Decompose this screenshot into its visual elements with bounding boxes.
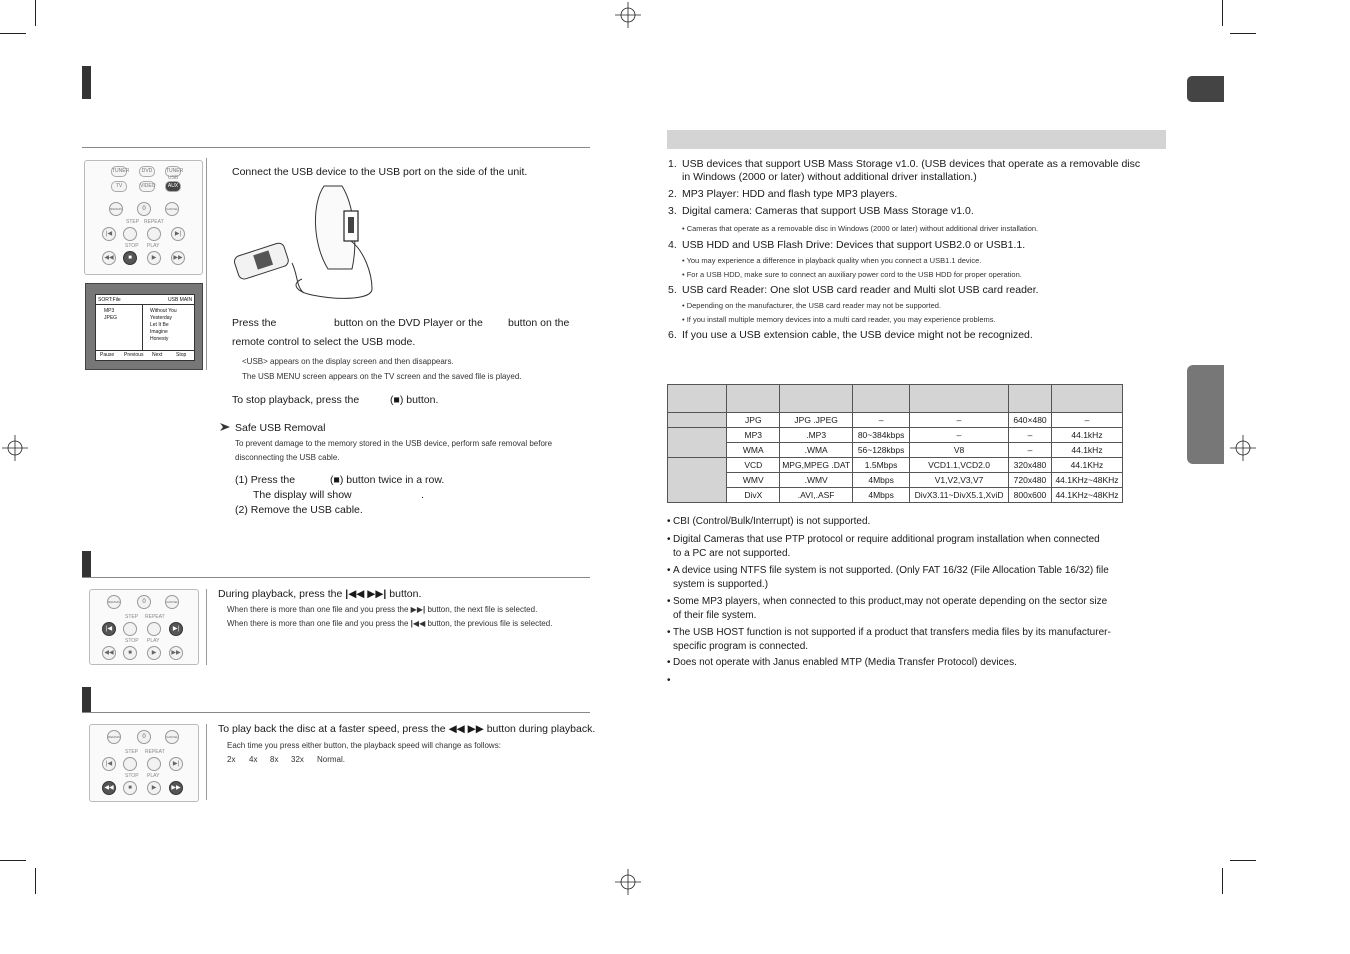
- rewind-icon: ◀◀: [102, 251, 116, 265]
- folder-item: JPEG: [104, 315, 118, 321]
- table-cell: 1.5Mbps: [853, 458, 910, 473]
- table-cell: 640×480: [1009, 413, 1052, 428]
- crop-mark: [1222, 0, 1223, 26]
- compat-subnote: • Depending on the manufacturer, the USB card reader may not be supported.: [682, 301, 942, 310]
- step-icon: [123, 757, 137, 771]
- table-cell: –: [1009, 428, 1052, 443]
- compat-subnote: • You may experience a difference in playback quality when you connect a USB1.1 device.: [682, 256, 982, 265]
- stop-label: STOP: [125, 638, 139, 644]
- table-cell: –: [910, 428, 1009, 443]
- column-gutter: [206, 589, 207, 665]
- note-item: CBI (Control/Bulk/Interrupt) is not supported.: [673, 516, 871, 527]
- registration-mark-icon: [615, 2, 641, 28]
- repeat-label: REPEAT: [144, 219, 164, 225]
- file-item: Honesty: [150, 336, 169, 342]
- speed-2x: 2x: [227, 755, 236, 764]
- fast-text-a: To play back the disc at a faster speed, press the: [218, 723, 446, 735]
- stop-instruction: [232, 393, 439, 408]
- compat-num-3: 3.: [668, 205, 677, 217]
- bullet-icon: •: [667, 534, 671, 545]
- note-item-cont: of their file system.: [673, 610, 757, 621]
- usb-label: USB: [168, 175, 179, 181]
- repeat-icon: [147, 622, 161, 636]
- table-row: [668, 458, 1123, 473]
- repeat-label: REPEAT: [145, 749, 165, 755]
- note-item: Some MP3 players, when connected to this product,may not operate depending on the sector size: [673, 596, 1108, 607]
- stop-text-a: To stop playback, press the: [232, 394, 360, 406]
- compat-num-2: 2.: [668, 188, 677, 200]
- stop-icon: ■: [123, 781, 137, 795]
- bullet-icon: •: [667, 565, 671, 576]
- press-instruction-line1: [232, 316, 570, 331]
- crop-mark: [35, 0, 36, 26]
- table-header-cell: [668, 385, 727, 413]
- table-cell: .WMV: [780, 473, 853, 488]
- tuner-button: TUNER: [111, 166, 127, 177]
- compat-num-1: 1.: [668, 158, 677, 170]
- table-header-cell: [727, 385, 780, 413]
- table-header-cell: [1051, 385, 1122, 413]
- column-gutter: [206, 158, 207, 370]
- table-header-cell: [1009, 385, 1052, 413]
- crop-mark: [1230, 860, 1256, 861]
- crop-mark: [0, 33, 26, 34]
- compatible-devices-header-bar: [667, 130, 1166, 149]
- table-row: [668, 443, 1123, 458]
- repeat-label: REPEAT: [145, 614, 165, 620]
- safe-removal-desc-1: To prevent damage to the memory stored in the USB device, perform safe removal before: [235, 439, 553, 448]
- file-item: Let It Be: [150, 322, 169, 328]
- press-text-c: button on the: [508, 317, 570, 329]
- table-cell: JPG: [727, 413, 780, 428]
- table-cell: V1,V2,V3,V7: [910, 473, 1009, 488]
- speed-8x: 8x: [270, 755, 279, 764]
- search-buttons-icon: ◀◀ ▶▶: [448, 723, 484, 735]
- skip-note-prev-a: When there is more than one file and you press the: [227, 619, 409, 628]
- table-row: [668, 473, 1123, 488]
- file-item: Without You: [150, 308, 177, 314]
- skip-note-prev-b: button, the previous file is selected.: [427, 619, 553, 628]
- play-pause-icon: ▶: [147, 251, 161, 265]
- registration-mark-icon: [2, 435, 28, 461]
- menu-column-divider: [142, 304, 143, 350]
- fast-forward-icon: ▶▶: [169, 781, 183, 795]
- table-cell: DivX: [727, 488, 780, 503]
- usb-menu-panel: [95, 294, 195, 361]
- speed-4x: 4x: [249, 755, 258, 764]
- usb-main-label: USB MAIN: [168, 297, 193, 303]
- table-cell: –: [910, 413, 1009, 428]
- cancel-button: CANCEL: [165, 202, 179, 216]
- video-button: VIDEO: [139, 181, 155, 192]
- compat-num-5: 5.: [668, 284, 677, 296]
- safe-step-1-display: [253, 488, 424, 503]
- previous-track-icon: |◀◀: [410, 619, 426, 628]
- speed-32x: 32x: [291, 755, 304, 764]
- table-row: [668, 413, 1123, 428]
- usb-note-1: <USB> appears on the display screen and then disappears.: [242, 357, 454, 366]
- crop-mark: [1222, 868, 1223, 894]
- table-cell: 44.1KHz~48KHz: [1051, 488, 1122, 503]
- repeat-icon: [147, 757, 161, 771]
- skip-note-next-a: When there is more than one file and you press the: [227, 605, 409, 614]
- footer-previous: Previous: [124, 352, 144, 358]
- speed-sequence: [227, 754, 346, 766]
- chapter-tab: [1187, 76, 1224, 102]
- bullet-icon: •: [667, 596, 671, 607]
- compat-subnote: • For a USB HDD, make sure to connect an auxiliary power cord to the USB HDD for proper operation.: [682, 270, 1022, 279]
- press-text-b: button on the DVD Player or the: [334, 317, 483, 329]
- dvd-button: DVD: [139, 166, 155, 177]
- usb-note-2: The USB MENU screen appears on the TV screen and the saved file is played.: [242, 372, 522, 381]
- safe-step-1: [235, 473, 445, 488]
- table-header-cell: [853, 385, 910, 413]
- play-label: PLAY: [147, 773, 160, 779]
- skip-note-prev: [227, 618, 552, 630]
- step-label: STEP: [126, 219, 140, 225]
- section-title-bar: [82, 687, 91, 712]
- speed-normal: Normal.: [317, 755, 346, 764]
- skip-back-icon: |◀: [102, 622, 116, 636]
- press-instruction-line2: remote control to select the USB mode.: [232, 336, 416, 348]
- table-cell: V8: [910, 443, 1009, 458]
- usb-connection-illustration: [232, 183, 380, 303]
- section-divider: [82, 147, 590, 148]
- skip-forward-icon: ▶|: [169, 622, 183, 636]
- remote-illustration: [89, 589, 199, 665]
- cancel-button: CANCEL: [165, 730, 179, 744]
- step-label: STEP: [125, 614, 139, 620]
- safe-removal-desc-2: disconnecting the USB cable.: [235, 453, 340, 462]
- note-item: Does not operate with Janus enabled MTP (Media Transfer Protocol) devices.: [673, 657, 1017, 668]
- column-gutter: [206, 724, 207, 800]
- file-item: Yesterday: [150, 315, 173, 321]
- zero-button: 0: [137, 730, 151, 744]
- table-cell: 44.1kHz: [1051, 443, 1122, 458]
- table-group-cell: [668, 428, 727, 458]
- remain-button: REMAIN: [109, 202, 123, 216]
- skip-instruction: [218, 587, 421, 602]
- bullet-icon: •: [667, 675, 671, 686]
- format-spec-table: [667, 384, 1123, 503]
- fast-play-note: Each time you press either button, the playback speed will change as follows:: [227, 741, 501, 750]
- skip-forward-icon: ▶|: [169, 757, 183, 771]
- step-icon: [123, 227, 137, 241]
- skip-back-icon: |◀: [102, 757, 116, 771]
- crop-mark: [1230, 33, 1256, 34]
- table-cell: .AVI,.ASF: [780, 488, 853, 503]
- registration-mark-icon: [1230, 435, 1256, 461]
- safe-step-2: (2) Remove the USB cable.: [235, 504, 363, 516]
- cancel-button: CANCEL: [165, 595, 179, 609]
- play-label: PLAY: [147, 243, 160, 249]
- table-header-row: [668, 385, 1123, 413]
- table-cell: 320x480: [1009, 458, 1052, 473]
- page-title-bar: [82, 66, 91, 99]
- table-cell: –: [1051, 413, 1122, 428]
- menu-footer-divider: [96, 350, 194, 351]
- skip-back-icon: |◀: [102, 227, 116, 241]
- remain-button: REMAIN: [107, 730, 121, 744]
- table-cell: MPG,MPEG .DAT: [780, 458, 853, 473]
- table-cell: 4Mbps: [853, 473, 910, 488]
- step-label: STEP: [125, 749, 139, 755]
- remain-button: REMAIN: [107, 595, 121, 609]
- tuner-button: TUNER: [165, 166, 181, 177]
- skip-text-b: button.: [389, 588, 422, 600]
- note-item-cont: specific program is connected.: [673, 641, 809, 652]
- stop-icon: ■: [123, 251, 137, 265]
- note-item: Digital Cameras that use PTP protocol or require additional program installation when connected: [673, 534, 1100, 545]
- file-item: Imagine: [150, 329, 168, 335]
- note-item: A device using NTFS file system is not supported. (Only FAT 16/32 (File Allocation Table 16/32) file: [673, 565, 1109, 576]
- compat-item-3: Digital camera: Cameras that support USB Mass Storage v1.0.: [682, 205, 974, 217]
- press-text-a: Press the: [232, 317, 277, 329]
- compat-num-6: 6.: [668, 329, 677, 341]
- folder-item: MP3: [104, 308, 115, 314]
- fast-forward-icon: ▶▶: [169, 646, 183, 660]
- note-pointer-icon: [219, 422, 231, 432]
- compat-item-2: MP3 Player: HDD and flash type MP3 players.: [682, 188, 898, 200]
- compat-subnote: • Cameras that operate as a removable disc in Windows (2000 or later) without additional driver installation.: [682, 224, 1039, 233]
- step-icon: [123, 622, 137, 636]
- skip-note-next: [227, 604, 537, 616]
- table-group-cell: [668, 458, 727, 503]
- section-title-bar: [82, 551, 91, 577]
- rewind-icon: ◀◀: [102, 646, 116, 660]
- table-cell: 44.1KHz: [1051, 458, 1122, 473]
- zero-button: 0: [137, 202, 151, 216]
- table-cell: VCD1.1,VCD2.0: [910, 458, 1009, 473]
- rewind-icon: ◀◀: [102, 781, 116, 795]
- table-cell: 800x600: [1009, 488, 1052, 503]
- skip-buttons-icon: |◀◀ ▶▶|: [345, 588, 387, 600]
- step1-text-c: The display will show: [253, 489, 352, 501]
- fast-text-b: button during playback.: [486, 723, 596, 735]
- footer-stop: Stop: [176, 352, 187, 358]
- table-header-cell: [910, 385, 1009, 413]
- table-cell: 56~128kbps: [853, 443, 910, 458]
- note-item-cont: to a PC are not supported.: [673, 548, 791, 559]
- connect-instruction: Connect the USB device to the USB port on the side of the unit.: [232, 166, 528, 178]
- table-cell: MP3: [727, 428, 780, 443]
- table-header-cell: [780, 385, 853, 413]
- table-cell: –: [1009, 443, 1052, 458]
- compat-subnote: • If you install multiple memory devices into a multi card reader, you may experience problems.: [682, 315, 996, 324]
- stop-label: STOP: [125, 773, 139, 779]
- table-row: [668, 488, 1123, 503]
- section-divider: [82, 577, 590, 578]
- stop-text-b: (■) button.: [390, 394, 439, 406]
- step1-text-a: (1) Press the: [235, 474, 296, 486]
- play-pause-icon: ▶: [147, 781, 161, 795]
- fast-forward-icon: ▶▶: [171, 251, 185, 265]
- menu-header-divider: [96, 304, 194, 305]
- footer-next: Next: [152, 352, 163, 358]
- table-cell: 80~384kbps: [853, 428, 910, 443]
- crop-mark: [35, 868, 36, 894]
- step1-text-b: (■) button twice in a row.: [330, 474, 445, 486]
- next-track-icon: ▶▶|: [410, 605, 426, 614]
- skip-text-a: During playback, press the: [218, 588, 343, 600]
- compat-item-1: USB devices that support USB Mass Storage v1.0. (USB devices that operate as a removable disc: [682, 158, 1141, 170]
- table-cell: .WMA: [780, 443, 853, 458]
- tv-button: TV: [111, 181, 127, 192]
- bullet-icon: •: [667, 516, 671, 527]
- table-cell: 44.1kHz: [1051, 428, 1122, 443]
- remote-illustration: [89, 724, 199, 802]
- registration-mark-icon: [615, 869, 641, 895]
- table-group-cell: [668, 413, 727, 428]
- table-row: [668, 428, 1123, 443]
- table-cell: 4Mbps: [853, 488, 910, 503]
- bullet-icon: •: [667, 627, 671, 638]
- play-label: PLAY: [147, 638, 160, 644]
- footer-pause: Pause: [100, 352, 115, 358]
- usb-menu-screen: [85, 283, 203, 370]
- table-cell: 44.1KHz~48KHz: [1051, 473, 1122, 488]
- zero-button: 0: [137, 595, 151, 609]
- remote-illustration: [84, 160, 203, 275]
- step1-text-d: .: [421, 489, 424, 501]
- stop-icon: ■: [123, 646, 137, 660]
- aux-button: AUX: [165, 181, 181, 192]
- table-cell: VCD: [727, 458, 780, 473]
- skip-forward-icon: ▶|: [171, 227, 185, 241]
- compat-item-6: If you use a USB extension cable, the USB device might not be recognized.: [682, 329, 1033, 341]
- compat-item-4: USB HDD and USB Flash Drive: Devices that support USB2.0 or USB1.1.: [682, 239, 1026, 251]
- note-item: The USB HOST function is not supported if a product that transfers media files by its manufacturer-: [673, 627, 1111, 638]
- play-pause-icon: ▶: [147, 646, 161, 660]
- stop-label: STOP: [125, 243, 139, 249]
- table-cell: DivX3.11~DivX5.1,XviD: [910, 488, 1009, 503]
- table-cell: JPG .JPEG: [780, 413, 853, 428]
- table-cell: –: [853, 413, 910, 428]
- compat-num-4: 4.: [668, 239, 677, 251]
- compat-item-5: USB card Reader: One slot USB card reader and Multi slot USB card reader.: [682, 284, 1039, 296]
- table-cell: .MP3: [780, 428, 853, 443]
- sort-label: SORT:File: [98, 297, 121, 303]
- section-tab: [1187, 365, 1224, 464]
- skip-note-next-b: button, the next file is selected.: [427, 605, 538, 614]
- note-item-cont: system is supported.): [673, 579, 769, 590]
- section-divider: [82, 712, 590, 713]
- bullet-icon: •: [667, 657, 671, 668]
- table-cell: WMV: [727, 473, 780, 488]
- crop-mark: [0, 860, 26, 861]
- compat-item-1-cont: in Windows (2000 or later) without additional driver installation.): [682, 171, 977, 183]
- safe-removal-title: Safe USB Removal: [235, 422, 326, 434]
- fast-play-instruction: [218, 722, 595, 737]
- table-cell: 720x480: [1009, 473, 1052, 488]
- repeat-icon: [147, 227, 161, 241]
- table-cell: WMA: [727, 443, 780, 458]
